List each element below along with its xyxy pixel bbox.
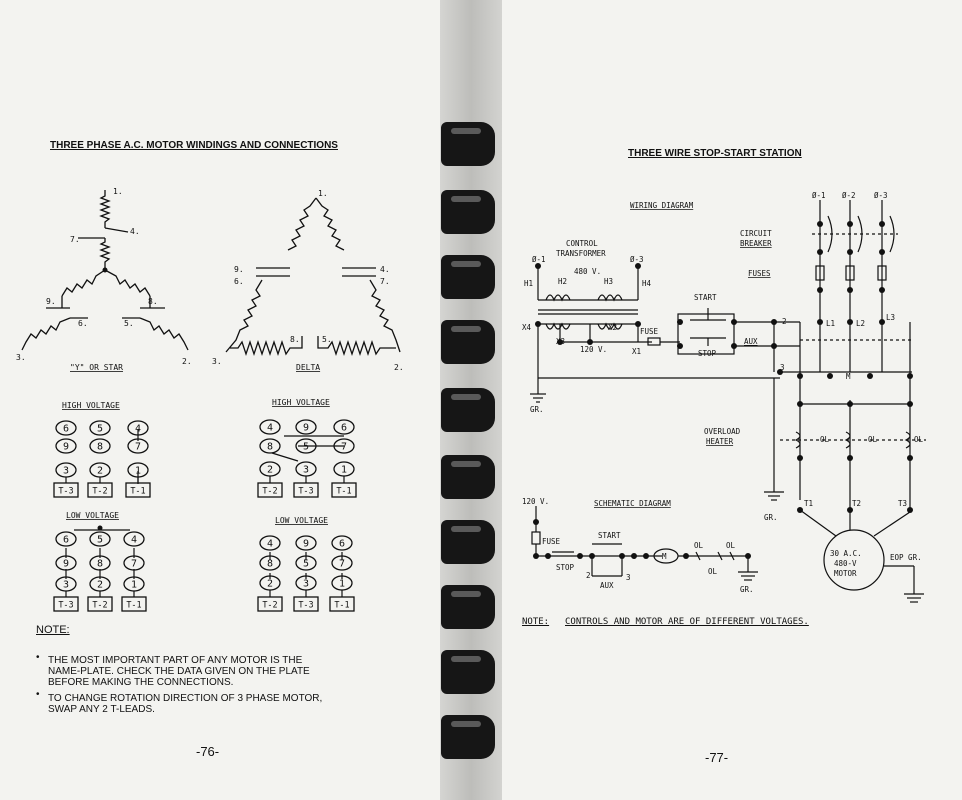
wye-label-8: 8. — [148, 297, 158, 306]
delta-low-heading: LOW VOLTAGE — [275, 516, 328, 525]
label-fuses: FUSES — [748, 269, 771, 278]
label-node-3: 3 — [780, 363, 785, 372]
delta-low-terminal-number: 7 — [338, 558, 346, 570]
label-ol-schematic-1: OL — [694, 541, 704, 550]
right-note-text: CONTROLS AND MOTOR ARE OF DIFFERENT VOLTAGES. — [565, 617, 809, 627]
wye-low-terminal-number: 7 — [130, 558, 138, 570]
wye-label-4: 4. — [130, 227, 140, 236]
label-phase-2: Ø-2 — [842, 191, 856, 200]
wye-high-heading: HIGH VOLTAGE — [62, 401, 120, 410]
delta-label-2: 2. — [394, 363, 404, 372]
delta-label-1: 1. — [318, 189, 328, 198]
wye-low-heading: LOW VOLTAGE — [66, 511, 119, 520]
wye-low-terminal-number: 8 — [96, 558, 104, 570]
left-page-number: -76- — [196, 744, 220, 759]
label-node-2-schematic: 2 — [586, 571, 591, 580]
wye-low-terminal-number: 4 — [130, 534, 138, 546]
label-coil-m-schematic: M — [662, 552, 667, 561]
label-l1: L1 — [826, 319, 836, 328]
left-note-label: NOTE: — [36, 624, 70, 636]
label-ol-schematic-2: OL — [726, 541, 736, 550]
label-h1: H1 — [524, 279, 534, 288]
wye-high-terminal-number: 4 — [134, 423, 142, 435]
wye-high-t-lead-label: T-3 — [58, 486, 74, 497]
label-control: CONTROL — [566, 239, 598, 248]
wye-high-terminal-number: 5 — [96, 423, 104, 435]
delta-label-7: 7. — [380, 277, 390, 286]
wye-high-terminal-number: 7 — [134, 441, 142, 453]
wiring-diagram-heading: WIRING DIAGRAM — [630, 201, 694, 210]
wye-low-terminal-number: 3 — [62, 579, 70, 591]
schematic-diagram-heading: SCHEMATIC DIAGRAM — [594, 499, 671, 508]
label-gr-2: GR. — [764, 513, 778, 522]
delta-low-t-lead-label: T-1 — [334, 600, 350, 611]
delta-caption: DELTA — [296, 363, 321, 372]
label-aux: AUX — [744, 337, 758, 346]
label-stop: STOP — [698, 349, 717, 358]
delta-low-terminal-number: 3 — [302, 578, 310, 590]
wye-high-terminal-number: 3 — [62, 465, 70, 477]
label-l3: L3 — [886, 313, 896, 322]
label-l2: L2 — [856, 319, 866, 328]
label-x1: X1 — [632, 347, 642, 356]
wye-high-t-lead-label: T-2 — [92, 486, 108, 497]
label-node-2: 2 — [782, 317, 787, 326]
label-breaker: BREAKER — [740, 239, 772, 248]
label-ol-3: OL — [914, 435, 924, 444]
label-x3: X3 — [556, 337, 566, 346]
wye-high-terminal-number: 1 — [134, 465, 142, 477]
label-120v-schematic: 120 V. — [522, 497, 550, 506]
wye-high-t-lead-label: T-1 — [130, 486, 146, 497]
label-start-schematic: START — [598, 531, 621, 540]
label-120v: 120 V. — [580, 345, 608, 354]
delta-low-terminal-number: 5 — [302, 558, 310, 570]
wye-low-terminal-number: 9 — [62, 558, 70, 570]
label-phase-3: Ø-3 — [874, 191, 888, 200]
wye-label-2: 2. — [182, 357, 192, 366]
left-page-title: THREE PHASE A.C. MOTOR WINDINGS AND CONNECTIONS — [50, 140, 338, 151]
note-2-line-1: TO CHANGE ROTATION DIRECTION OF 3 PHASE MOTOR, — [48, 693, 323, 704]
wye-caption: "Y" OR STAR — [70, 363, 123, 372]
delta-high-terminal-number: 9 — [302, 422, 310, 434]
delta-high-terminal-number: 2 — [266, 464, 274, 476]
label-x4: X4 — [522, 323, 532, 332]
label-node-3-schematic: 3 — [626, 573, 631, 582]
delta-low-terminal-number: 8 — [266, 558, 274, 570]
wye-low-terminal-number: 1 — [130, 579, 138, 591]
label-ct-phase-3: Ø-3 — [630, 255, 644, 264]
label-circuit: CIRCUIT — [740, 229, 772, 238]
wye-low-terminal-number: 6 — [62, 534, 70, 546]
label-motor-1: 30 A.C. — [830, 549, 862, 558]
label-aux-schematic: AUX — [600, 581, 614, 590]
delta-label-4: 4. — [380, 265, 390, 274]
delta-low-terminal-number: 2 — [266, 578, 274, 590]
note-2-line-2: SWAP ANY 2 T-LEADS. — [48, 704, 155, 715]
delta-low-terminal-number: 1 — [338, 578, 346, 590]
label-coil-m: M — [846, 372, 851, 381]
note-1-line-3: BEFORE MAKING THE CONNECTIONS. — [48, 677, 234, 688]
wye-label-5: 5. — [124, 319, 134, 328]
label-h4: H4 — [642, 279, 652, 288]
delta-high-terminal-number: 7 — [340, 441, 348, 453]
label-t2: T2 — [852, 499, 862, 508]
wye-low-terminal-number: 2 — [96, 579, 104, 591]
note-bullet: • — [36, 689, 40, 700]
label-stop-schematic: STOP — [556, 563, 575, 572]
delta-high-t-lead-label: T-1 — [336, 486, 352, 497]
delta-high-terminal-number: 5 — [302, 441, 310, 453]
label-phase-1: Ø-1 — [812, 191, 826, 200]
wye-label-7: 7. — [70, 235, 80, 244]
label-gr-3: GR. — [740, 585, 754, 594]
wye-low-t-lead-label: T-3 — [58, 600, 74, 611]
label-ol-2: OL — [868, 435, 878, 444]
delta-label-9: 9. — [234, 265, 244, 274]
delta-low-terminal-number: 6 — [338, 538, 346, 550]
label-ol-1: OL — [820, 435, 830, 444]
label-h2: H2 — [558, 277, 568, 286]
right-note-label: NOTE: — [522, 617, 550, 627]
wye-low-t-lead-label: T-2 — [92, 600, 108, 611]
label-fuse: FUSE — [640, 327, 659, 336]
wye-label-6: 6. — [78, 319, 88, 328]
delta-high-terminal-number: 1 — [340, 464, 348, 476]
label-gr-1: GR. — [530, 405, 544, 414]
delta-label-5: 5. — [322, 335, 332, 344]
delta-label-3: 3. — [212, 357, 222, 366]
label-ct-phase-1: Ø-1 — [532, 255, 546, 264]
label-ol-schematic-3: OL — [708, 567, 718, 576]
label-eop-gr: EOP GR. — [890, 553, 922, 562]
delta-high-t-lead-label: T-3 — [298, 486, 314, 497]
wye-label-9: 9. — [46, 297, 56, 306]
wye-high-terminal-number: 6 — [62, 423, 70, 435]
delta-high-t-lead-label: T-2 — [262, 486, 278, 497]
note-1-line-2: NAME-PLATE. CHECK THE DATA GIVEN ON THE PLATE — [48, 666, 310, 677]
label-overload: OVERLOAD — [704, 427, 741, 436]
label-start: START — [694, 293, 717, 302]
delta-high-terminal-number: 6 — [340, 422, 348, 434]
label-t1: T1 — [804, 499, 814, 508]
label-fuse-schematic: FUSE — [542, 537, 561, 546]
note-1-line-1: THE MOST IMPORTANT PART OF ANY MOTOR IS THE — [48, 655, 303, 666]
label-480v: 480 V. — [574, 267, 602, 276]
label-heater: HEATER — [706, 437, 734, 446]
label-t3: T3 — [898, 499, 908, 508]
wye-low-t-lead-label: T-1 — [126, 600, 142, 611]
delta-low-t-lead-label: T-3 — [298, 600, 314, 611]
wye-high-terminal-number: 2 — [96, 465, 104, 477]
wye-high-terminal-number: 8 — [96, 441, 104, 453]
label-motor-3: MOTOR — [834, 569, 857, 578]
delta-low-terminal-number: 4 — [266, 538, 274, 550]
wye-label-3: 3. — [16, 353, 26, 362]
delta-label-8: 8. — [290, 335, 300, 344]
delta-high-terminal-number: 4 — [266, 422, 274, 434]
wye-label-1: 1. — [113, 187, 123, 196]
wye-low-terminal-number: 5 — [96, 534, 104, 546]
wye-high-terminal-number: 9 — [62, 441, 70, 453]
right-page-number: -77- — [705, 750, 729, 765]
label-x2: X2 — [608, 323, 618, 332]
delta-high-terminal-number: 3 — [302, 464, 310, 476]
delta-high-terminal-number: 8 — [266, 441, 274, 453]
label-transformer: TRANSFORMER — [556, 249, 606, 258]
delta-low-t-lead-label: T-2 — [262, 600, 278, 611]
right-page-title: THREE WIRE STOP-START STATION — [628, 148, 802, 159]
delta-label-6: 6. — [234, 277, 244, 286]
note-bullet: • — [36, 652, 40, 663]
delta-low-terminal-number: 9 — [302, 538, 310, 550]
label-h3: H3 — [604, 277, 614, 286]
label-motor-2: 480-V — [834, 559, 857, 568]
delta-high-heading: HIGH VOLTAGE — [272, 398, 330, 407]
